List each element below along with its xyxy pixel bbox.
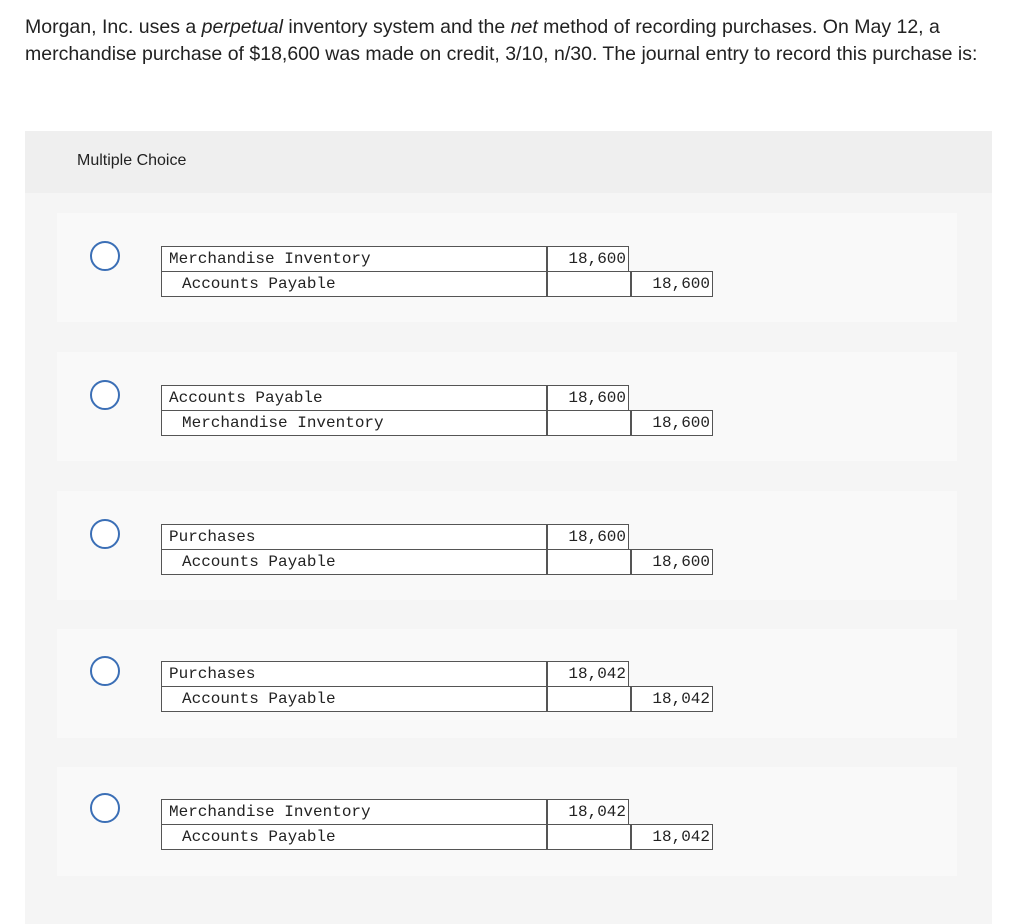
credit-account-label: Accounts Payable [182, 275, 336, 293]
empty-debit-cell [547, 549, 631, 575]
radio-button-3[interactable] [90, 519, 120, 549]
question-text [25, 14, 1000, 68]
debit-amount-cell [547, 524, 629, 550]
multiple-choice-header [25, 131, 992, 193]
multiple-choice-panel [25, 131, 992, 924]
debit-account-label: Purchases [169, 665, 256, 683]
debit-account-cell [161, 661, 547, 687]
credit-amount: 18,600 [652, 275, 710, 293]
radio-button-5[interactable] [90, 793, 120, 823]
credit-account-label: Accounts Payable [182, 690, 336, 708]
journal-entry-table [161, 246, 709, 298]
credit-amount: 18,042 [652, 828, 710, 846]
debit-amount-cell [547, 799, 629, 825]
credit-amount: 18,042 [652, 690, 710, 708]
radio-button-4[interactable] [90, 656, 120, 686]
debit-account-label: Accounts Payable [169, 389, 323, 407]
credit-account-label: Accounts Payable [182, 828, 336, 846]
question-part2: inventory system and the [283, 16, 511, 38]
journal-entry-table [161, 524, 709, 576]
answer-option-5[interactable] [57, 767, 957, 876]
debit-account-cell [161, 524, 547, 550]
credit-amount: 18,600 [652, 414, 710, 432]
journal-entry-table [161, 385, 709, 437]
debit-amount: 18,600 [568, 250, 626, 268]
credit-account-cell [161, 686, 547, 712]
question-emphasis-net: net [510, 16, 538, 38]
debit-amount: 18,600 [568, 528, 626, 546]
radio-button-1[interactable] [90, 241, 120, 271]
question-emphasis-perpetual: perpetual [201, 16, 283, 38]
debit-amount-cell [547, 385, 629, 411]
debit-account-cell [161, 385, 547, 411]
debit-amount: 18,042 [568, 803, 626, 821]
debit-amount-cell [547, 246, 629, 272]
credit-amount: 18,600 [652, 553, 710, 571]
answer-option-3[interactable] [57, 491, 957, 600]
question-part3: method of recording purchases. On May 12, a merchandise purchase of $18,600 was made on credit, 3/10, n/30. The journal entry to record this purchase is: [25, 16, 978, 65]
empty-debit-cell [547, 271, 631, 297]
credit-amount-cell [631, 271, 713, 297]
empty-debit-cell [547, 410, 631, 436]
credit-account-label: Accounts Payable [182, 553, 336, 571]
debit-account-label: Purchases [169, 528, 256, 546]
credit-amount-cell [631, 686, 713, 712]
credit-account-cell [161, 271, 547, 297]
debit-amount: 18,600 [568, 389, 626, 407]
debit-account-cell [161, 799, 547, 825]
multiple-choice-label: Multiple Choice [77, 152, 187, 169]
answer-option-1[interactable] [57, 213, 957, 322]
empty-debit-cell [547, 824, 631, 850]
journal-entry-table [161, 661, 709, 713]
credit-amount-cell [631, 549, 713, 575]
empty-debit-cell [547, 686, 631, 712]
question-part1: Morgan, Inc. uses a [25, 16, 202, 38]
debit-account-label: Merchandise Inventory [169, 803, 371, 821]
credit-account-cell [161, 549, 547, 575]
credit-amount-cell [631, 824, 713, 850]
credit-account-cell [161, 824, 547, 850]
answer-option-2[interactable] [57, 352, 957, 461]
debit-account-label: Merchandise Inventory [169, 250, 371, 268]
debit-amount-cell [547, 661, 629, 687]
credit-account-label: Merchandise Inventory [182, 414, 384, 432]
credit-account-cell [161, 410, 547, 436]
credit-amount-cell [631, 410, 713, 436]
answer-option-4[interactable] [57, 629, 957, 738]
journal-entry-table [161, 799, 709, 851]
debit-account-cell [161, 246, 547, 272]
radio-button-2[interactable] [90, 380, 120, 410]
debit-amount: 18,042 [568, 665, 626, 683]
